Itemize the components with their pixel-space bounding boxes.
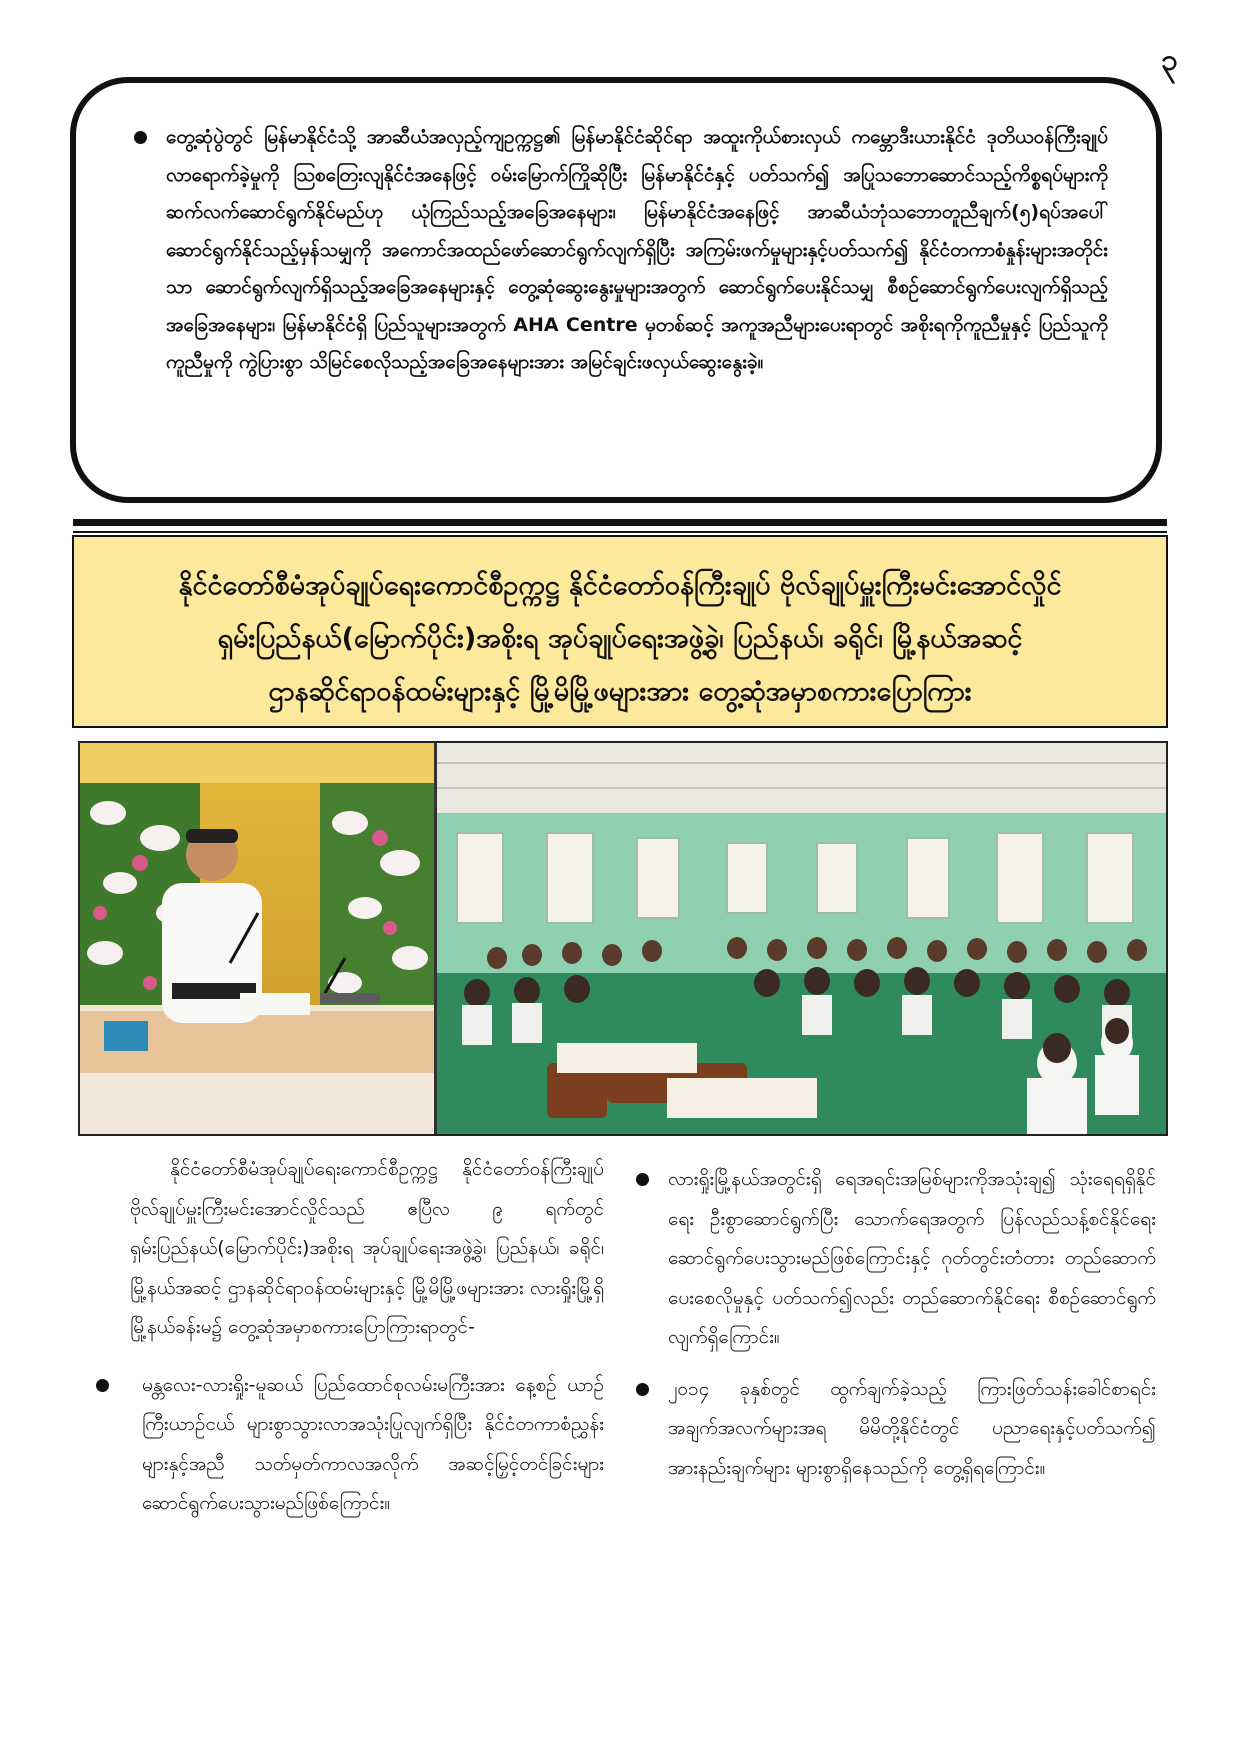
headline-line-1: နိုင်ငံတော်စီမံအုပ်ချုပ်ရေးကောင်စီဥက္ကဋ္ဌ နိုင်ငံတော်ဝန်ကြီးချုပ် ဗိုလ်ချုပ်မှူးကြီးမင်းအောင်လှိုင် [178, 570, 1062, 601]
headline-line-3: ဌာနဆိုင်ရာဝန်ထမ်းများနှင့် မြို့မိမြို့ဖများအား တွေ့ဆုံအမှာစကားပြောကြား [268, 676, 972, 707]
summary-bullet [140, 119, 1108, 382]
audience-hall-photo [437, 743, 1166, 1134]
summary-text: တွေ့ဆုံပွဲတွင် မြန်မာနိုင်ငံသို့ အာဆီယံအလှည့်ကျဥက္ကဋ္ဌ၏ မြန်မာနိုင်ငံဆိုင်ရာ အထူးကိုယ်စားလှယ် ကမ္ဘောဒီးယားနိုင်ငံ ဒုတိယဝန်ကြီးချုပ် လာရောက်ခဲ့မှုကို ဩစတြေးလျနိုင်ငံအနေဖြင့် ဝမ်းမြောက်ကြိုဆိုပြီး မြန်မာနိုင်ငံနှင့် ပတ်သက်၍ အပြုသဘောဆောင်သည့်ကိစ္စရပ်များကို ဆက်လက်ဆောင်ရွက်နိုင်မည်ဟု ယုံကြည်သည့်အခြေအနေများ၊ မြန်မာနိုင်ငံအနေဖြင့် အာဆီယံဘုံသဘောတူညီချက်(၅)ရပ်အပေါ် ဆောင်ရွက်နိုင်သည့်မှန်သမျှကို အကောင်အထည်ဖော်ဆောင်ရွက်လျက်ရှိပြီး အကြမ်းဖက်မှုများနှင့်ပတ်သက်၍ နိုင်ငံတကာစံနှုန်းများအတိုင်းသာ ဆောင်ရွက်လျက်ရှိသည့်အခြေအနေများနှင့် တွေ့ဆုံဆွေးနွေးမှုများအတွက် ဆောင်ရွက်ပေးနိုင်သမျှ စီစဉ်ဆောင်ရွက်ပေးလျက်ရှိသည့်အခြေအနေများ၊ မြန်မာနိုင်ငံရှိ ပြည်သူများအတွက် AHA Centre မှတစ်ဆင့် အကူအညီများပေးရာတွင် အစိုးရကိုကူညီမှုနှင့် ပြည်သူကိုကူညီမှုကို ကွဲပြားစွာ သိမြင်စေလိုသည့်အခြေအနေများအား အမြင်ချင်းဖလှယ်ဆွေးနွေးခဲ့။ [166, 126, 1108, 373]
photo-strip [78, 741, 1168, 1136]
summary-box [70, 77, 1162, 503]
left-column [130, 1150, 604, 1524]
speaker-at-podium-photo [80, 743, 434, 1134]
list-item [636, 1160, 1156, 1358]
page-number: ၃ [1161, 43, 1178, 78]
bullet-icon [636, 1383, 649, 1396]
bullet-icon [134, 131, 147, 144]
bullet-icon [636, 1173, 649, 1186]
intro-paragraph: နိုင်ငံတော်စီမံအုပ်ချုပ်ရေးကောင်စီဥက္ကဋ္ဌ နိုင်ငံတော်ဝန်ကြီးချုပ် ဗိုလ်ချုပ်မှူးကြီးမင်းအောင်လှိုင်သည် ဧပြီလ ၉ ရက်တွင် ရှမ်းပြည်နယ်(မြောက်ပိုင်း)အစိုးရ အုပ်ချုပ်ရေးအဖွဲ့ခွဲ၊ ပြည်နယ်၊ ခရိုင်၊ မြို့နယ်အဆင့် ဌာနဆိုင်ရာဝန်ထမ်းများနှင့် မြို့မိမြို့ဖများအား လားရှိုးမြို့ရှိ မြို့နယ်ခန်းမ၌ တွေ့ဆုံအမှာစကားပြောကြားရာတွင်- [130, 1158, 604, 1338]
divider-thin [73, 531, 1167, 533]
headline-box [72, 535, 1168, 728]
divider-thick [73, 519, 1167, 526]
left-bullet-text: မန္တလေး-လားရှိုး-မူဆယ် ပြည်ထောင်စုလမ်းမကြီးအား နေ့စဉ် ယာဉ်ကြီးယာဉ်ငယ် များစွာသွားလာအသုံးပြုလျက်ရှိပြီး နိုင်ငံတကာစံညွှန်းများနှင့်အညီ သတ်မှတ်ကာလအလိုက် အဆင့်မြှင့်တင်ခြင်းများ ဆောင်ရွက်ပေးသွားမည်ဖြစ်ကြောင်း။ [142, 1373, 604, 1514]
list-item [636, 1370, 1156, 1489]
bullet-icon [96, 1379, 109, 1392]
right-column [636, 1160, 1156, 1488]
list-item [88, 1366, 604, 1524]
headline-line-2: ရှမ်းပြည်နယ်(မြောက်ပိုင်း)အစိုးရ အုပ်ချုပ်ရေးအဖွဲ့ခွဲ၊ ပြည်နယ်၊ ခရိုင်၊ မြို့နယ်အဆင့် [217, 623, 1023, 654]
right-bullet-text-2: ၂၀၁၄ ခုနှစ်တွင် ထွက်ချက်ခဲ့သည့် ကြားဖြတ်သန်းခေါင်စာရင်းအချက်အလက်များအရ မိမိတို့နိုင်ငံတွင် ပညာရေးနှင့်ပတ်သက်၍ အားနည်းချက်များ များစွာရှိနေသည်ကို တွေ့ရှိရကြောင်း။ [668, 1377, 1156, 1479]
right-bullet-text-1: လားရှိုးမြို့နယ်အတွင်းရှိ ရေအရင်းအမြစ်များကိုအသုံးချ၍ သုံးရေရရှိနိုင်ရေး ဦးစွာဆောင်ရွက်ပြီး သောက်ရေအတွက် ပြန်လည်သန့်စင်နိုင်ရေး ဆောင်ရွက်ပေးသွားမည်ဖြစ်ကြောင်းနှင့် ဂုတ်တွင်းတံတား တည်ဆောက်ပေးစေလိုမှုနှင့် ပတ်သက်၍လည်း တည်ဆောက်နိုင်ရေး စီစဉ်ဆောင်ရွက်လျက်ရှိကြောင်း။ [668, 1168, 1156, 1348]
